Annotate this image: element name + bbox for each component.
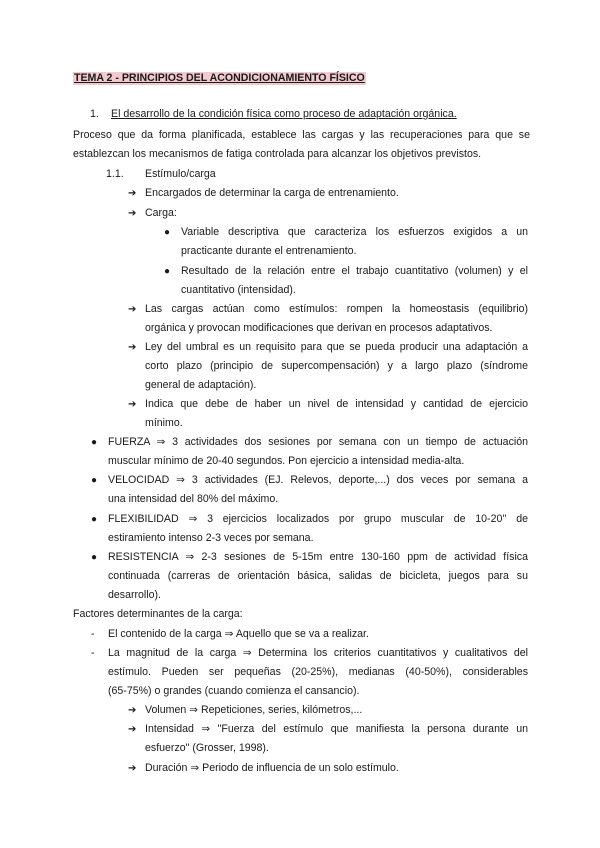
section-number: 1.: [90, 108, 99, 120]
bullet-icon: ●: [91, 437, 98, 448]
list-item: FLEXIBILIDAD ⇒ 3 ejercicios localizados por grupo muscular de 10-20'' de: [108, 513, 528, 525]
list-item: RESISTENCIA ⇒ 2-3 sesiones de 5-15m entre 130-160 ppm de actividad física: [108, 551, 528, 563]
list-item-continuation: cuantitativo (intensidad).: [181, 284, 296, 296]
list-item-continuation: practicante durante el entrenamiento.: [181, 245, 357, 257]
arrow-icon: ➔: [128, 304, 137, 315]
arrow-icon: ➔: [128, 342, 137, 353]
bullet-icon: ●: [91, 475, 98, 486]
list-item: Variable descriptiva que caracteriza los esfuerzos exigidos a un: [181, 226, 528, 238]
list-item: La magnitud de la carga ⇒ Determina los criterios cuantitativos y cualitativos del: [108, 647, 528, 659]
subsection-heading: Estímulo/carga: [145, 168, 216, 180]
list-item-continuation: orgánica y provocan modificaciones que derivan en procesos adaptativos.: [145, 322, 493, 334]
section-heading: El desarrollo de la condición física como proceso de adaptación orgánica.: [111, 108, 457, 120]
list-item: Ley del umbral es un requisito para que se pueda producir una adaptación a: [145, 341, 528, 353]
dash-icon: -: [91, 647, 95, 659]
list-item: FUERZA ⇒ 3 actividades dos sesiones por semana con un tiempo de actuación: [108, 436, 528, 448]
page-title: TEMA 2 - PRINCIPIOS DEL ACONDICIONAMIENTO FÍSICO: [74, 72, 365, 84]
list-item-continuation: desarrollo).: [108, 589, 161, 601]
list-item: VELOCIDAD ⇒ 3 actividades (EJ. Relevos, deporte,...) dos veces por semana a: [108, 474, 528, 486]
arrow-icon: ➔: [128, 763, 137, 774]
list-item: Encargados de determinar la carga de entrenamiento.: [145, 187, 399, 199]
bullet-icon: ●: [164, 227, 171, 238]
list-item-continuation: estímulo. Pueden ser pequeñas (20-25%), medianas (40-50%), considerables: [108, 666, 528, 678]
dash-icon: -: [91, 628, 95, 640]
arrow-icon: ➔: [128, 724, 137, 735]
list-item: Indica que debe de haber un nivel de intensidad y cantidad de ejercicio: [145, 398, 528, 410]
list-item: Resultado de la relación entre el trabajo cuantitativo (volumen) y el: [181, 265, 528, 277]
list-item-continuation: corto plazo (principio de supercompensación) y a largo plazo (síndrome: [145, 360, 528, 372]
bullet-icon: ●: [164, 266, 171, 277]
arrow-icon: ➔: [128, 188, 137, 199]
list-item-continuation: general de adaptación).: [145, 379, 257, 391]
intro-line: Proceso que da forma planificada, establece las cargas y las recuperaciones para que se: [73, 129, 530, 141]
subsection-number: 1.1.: [106, 168, 124, 180]
list-item-continuation: (65-75%) o grandes (cuando comienza el cansancio).: [108, 685, 360, 697]
bullet-icon: ●: [91, 552, 98, 563]
intro-line: establezcan los mecanismos de fatiga controlada para alcanzar los objetivos previstos.: [73, 148, 482, 160]
list-item-continuation: una intensidad del 80% del máximo.: [108, 493, 279, 505]
arrow-icon: ➔: [128, 399, 137, 410]
list-item: Duración ⇒ Periodo de influencia de un solo estímulo.: [145, 762, 399, 774]
arrow-icon: ➔: [128, 208, 137, 219]
list-item-continuation: estiramiento intenso 2-3 veces por semana.: [108, 532, 314, 544]
factors-heading: Factores determinantes de la carga:: [73, 608, 243, 620]
list-item: El contenido de la carga ⇒ Aquello que se va a realizar.: [108, 628, 369, 640]
bullet-icon: ●: [91, 514, 98, 525]
list-item: Intensidad ⇒ "Fuerza del estímulo que manifiesta la persona durante un: [145, 723, 528, 735]
arrow-icon: ➔: [128, 705, 137, 716]
list-item-continuation: esfuerzo" (Grosser, 1998).: [145, 742, 269, 754]
list-item: Las cargas actúan como estímulos: rompen la homeostasis (equilibrio): [145, 303, 528, 315]
list-item-continuation: continuada (carreras de orientación básica, salidas de bicicleta, juegos para su: [108, 570, 528, 582]
list-item: Carga:: [145, 207, 177, 219]
list-item: Volumen ⇒ Repeticiones, series, kilómetros,...: [145, 704, 363, 716]
list-item-continuation: muscular mínimo de 20-40 segundos. Pon ejercicio a intensidad media-alta.: [108, 455, 465, 467]
list-item-continuation: mínimo.: [145, 417, 183, 429]
